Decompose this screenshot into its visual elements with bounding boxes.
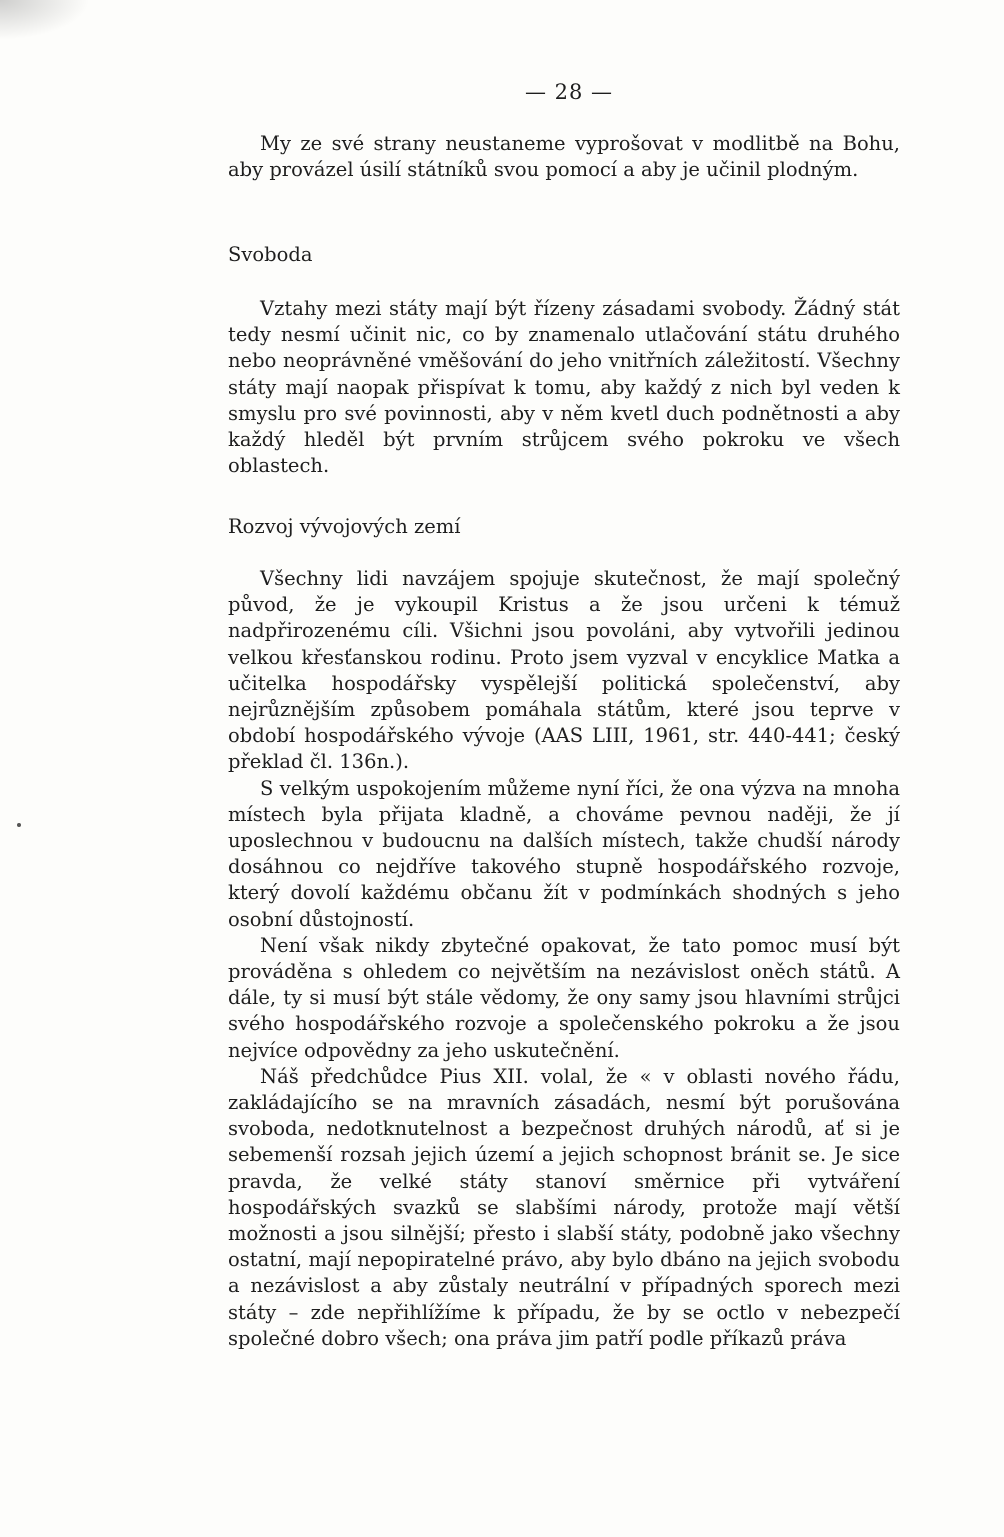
intro-paragraph-block: [228, 131, 900, 183]
paragraph: Vztahy mezi státy mají být řízeny zásadami svobody. Žádný stát tedy nesmí učinit nic, co by znamenalo utlačování státu druhého nebo neoprávněné vměšování do jeho vnitřních záležitostí. Všechny státy mají naopak přispívat k tomu, aby každý z nich byl veden k smyslu pro své povinnosti, aby v něm kvetl duch podnětnosti a aby každý hleděl být prvním strůjcem svého pokroku ve všech oblastech.: [228, 297, 900, 478]
scan-speck: [17, 823, 21, 827]
paragraph: Není však nikdy zbytečné opakovat, že tato pomoc musí být prováděna s ohledem co největším na nezávislost oněch států. A dále, ty si musí být stále vědomy, že ony samy jsou hlavními strůjci svého hospodářského rozvoje a společenského pokroku a že jsou nejvíce odpovědny za jeho uskutečnění.: [228, 933, 900, 1062]
section-body-rozvoj: [228, 566, 900, 1352]
section-heading-rozvoj: Rozvoj vývojových zemí: [228, 515, 461, 538]
section-heading-svoboda: Svoboda: [228, 243, 313, 266]
intro-paragraph: My ze své strany neustaneme vyprošovat v modlitbě na Bohu, aby provázel úsilí státníků svou pomocí a aby je učinil plodným.: [228, 132, 900, 182]
scan-shadow: [0, 0, 90, 40]
section-body-svoboda: [228, 296, 900, 479]
paragraph: Náš předchůdce Pius XII. volal, že « v oblasti nového řádu, zakládajícího se na mravních zásadách, nesmí být porušována svoboda, nedotknutelnost a bezpečnost druhých národů, ať si je sebemenší rozsah jejich území a jejich schopnost bránit se. Je sice pravda, že velké státy stanoví směrnice při vytváření hospodářských svazků se slabšími národy, protože mají větší možnosti a jsou silnější; přesto i slabší státy, podobně jako všechny ostatní, mají nepopiratelné právo, aby bylo dbáno na jejich svobodu a nezávislost a aby zůstaly neutrální v případných sporech mezi státy – zde nepřihlížíme k případu, že by se octlo v nebezpečí společné dobro všech; ona práva jim patří podle příkazů práva: [228, 1064, 900, 1350]
paragraph: Všechny lidi navzájem spojuje skutečnost, že mají společný původ, že je vykoupil Kristus a že jsou určeni k témuž nadpřirozenému cíli. Všichni jsou povoláni, aby vytvořili jedinou velkou křesťanskou rodinu. Proto jsem vyzval v encyklice Matka a učitelka hospodářsky vyspělejší politická společenství, aby nejrůznějším způsobem pomáhala státům, které jsou teprve v období hospodářského vývoje (AAS LIII, 1961, str. 440-441; český překlad čl. 136n.).: [228, 567, 900, 774]
paragraph: S velkým uspokojením můžeme nyní říci, že ona výzva na mnoha místech byla přijata kladně, a chováme pevnou naději, že jí uposlechnou v budoucnu na dalších místech, takže chudší národy dosáhnou co nejdříve takového stupně hospodářského rozvoje, který dovolí každému občanu žít v podmínkách shodných s jeho osobní důstojností.: [228, 776, 900, 931]
page-number: — 28 —: [524, 80, 614, 104]
